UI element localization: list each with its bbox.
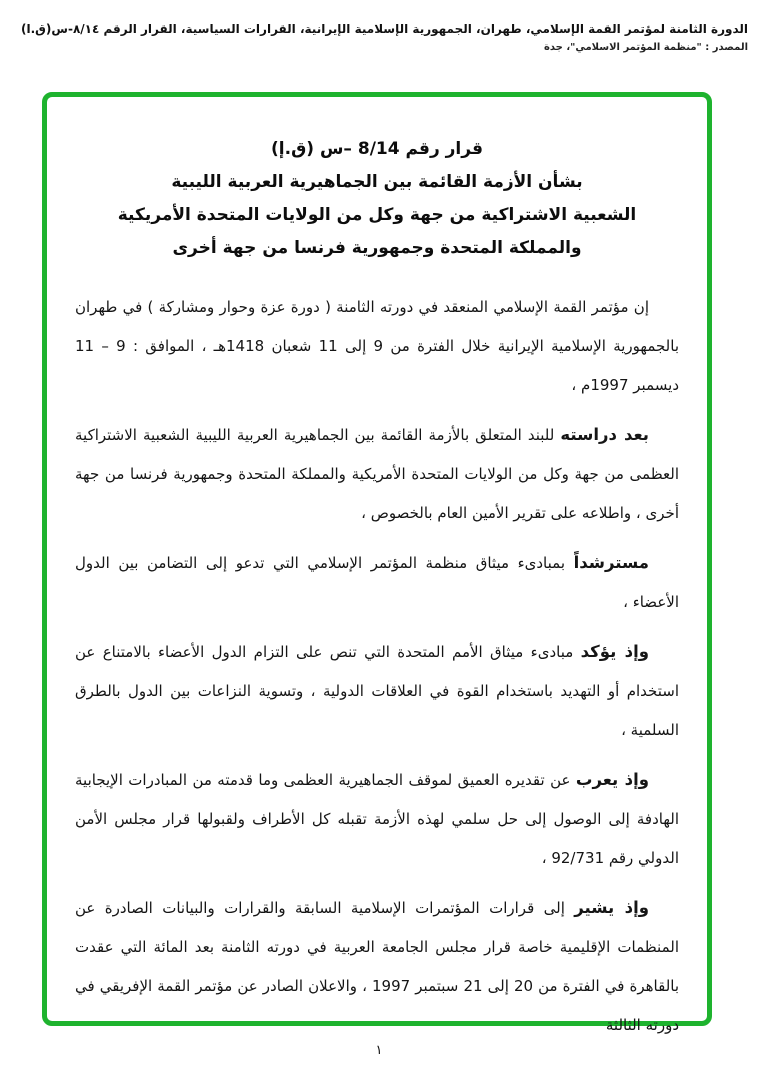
paragraph-lead: مسترشداً [573,553,649,572]
paragraph-text: للبند المتعلق بالأزمة القائمة بين الجماهيرية العربية الليبية الشعبية الاشتراكية العظمى من جهة وكل من الولايات المتحدة الأمريكية والمملكة المتحدة وجمهورية فرنسا من جهة أخرى ، واطلاعه على تقرير الأمين العام بالخصوص ، [75,426,679,522]
content-border-box [42,92,712,1034]
resolution-subject-line-3: والمملكة المتحدة وجمهورية فرنسا من جهة أخرى [172,238,582,258]
header-source-line: المصدر : "منظمة المؤتمر الاسلامي"، جدة [543,42,748,53]
header-session-title: الدورة الثامنة لمؤتمر القمة الإسلامي، طهران، الجمهورية الإسلامية الإيرانية، القرارات السياسية، القرار الرقم ٨/١٤-س(ق.ا) [21,22,748,36]
paragraph-text: إن مؤتمر القمة الإسلامي المنعقد في دورته الثامنة ( دورة عزة وحوار ومشاركة ) في طهران بالجمهورية الإسلامية الإيرانية خلال الفترة من 9 إلى 11 شعبان 1418هـ ، الموافق : 9 – 11 ديسمبر 1997م ، [75,298,679,394]
paragraph-after-study [75,415,679,533]
resolution-subject-line-2: الشعبية الاشتراكية من جهة وكل من الولايات المتحدة الأمريكية [117,205,637,225]
paragraph-text: مبادىء ميثاق الأمم المتحدة التي تنص على التزام الدول الأعضاء بالامتناع عن استخدام أو التهديد باستخدام القوة في العلاقات الدولية ، وتسوية النزاعات بين الدول بالطرق السلمية ، [75,643,679,739]
paragraph-text: إلى قرارات المؤتمرات الإسلامية السابقة والقرارات والبيانات الصادرة عن المنظمات الإقليمية خاصة قرار مجلس الجامعة العربية في دورته الثامنة بعد المائة التي عقدت بالقاهرة في الفترة من 20 إلى 21 سبتمبر 1997 ، والاعلان الصادر عن مؤتمر القمة الإفريقي في دورته الثالثة [75,899,680,1034]
paragraph-text: عن تقديره العميق لموقف الجماهيرية العظمى وما قدمته من المبادرات الإيجابية الهادفة إلى الوصول إلى حل سلمي لهذه الأزمة تقبله كل الأطراف ولقبولها قرار مجلس الأمن الدولي رقم 92/731 ، [75,771,679,867]
paragraph-lead: وإذ يشير [574,898,649,917]
paragraph-lead: بعد دراسته [560,425,650,444]
page-number: ١ [375,1043,383,1058]
paragraph-preamble [75,287,679,405]
paragraph-lead: وإذ يؤكد [580,642,649,661]
resolution-number-line: قرار رقم 8/14 –س (ق.إ) [271,139,483,159]
resolution-body [75,287,679,1045]
paragraph-affirming [75,632,679,750]
paragraph-text: بمبادىء ميثاق منظمة المؤتمر الإسلامي التي تدعو إلى التضامن بين الدول الأعضاء ، [75,554,679,611]
paragraph-recalling [75,888,679,1045]
paragraph-lead: وإذ يعرب [575,770,649,789]
document-header [10,22,748,53]
resolution-subject-line-1: بشأن الأزمة القائمة بين الجماهيرية العربية الليبية [171,172,583,192]
paragraph-expressing [75,760,679,878]
resolution-title-block [75,133,679,265]
paragraph-guided-by [75,543,679,622]
